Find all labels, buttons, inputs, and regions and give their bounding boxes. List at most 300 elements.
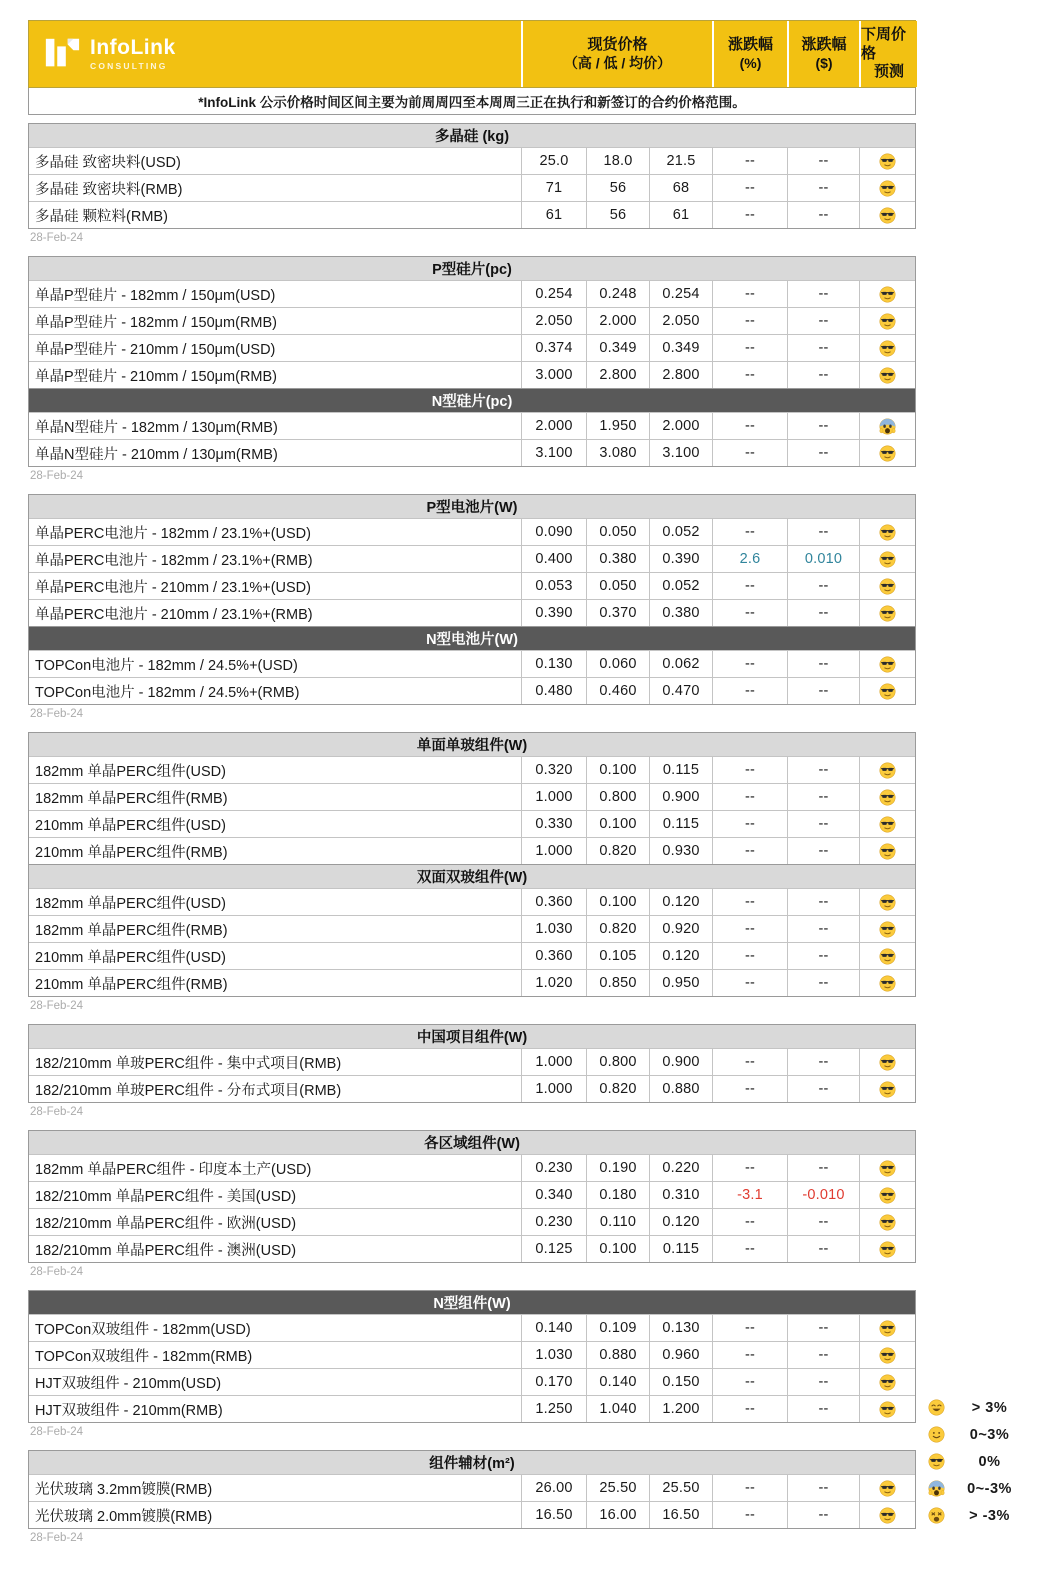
section-date: 28-Feb-24 — [30, 1266, 84, 1278]
price-low: 0.100 — [586, 811, 649, 837]
table-row — [29, 572, 915, 599]
change-usd-label: 涨跌幅 — [801, 35, 847, 53]
sunglasses-face-icon — [879, 207, 896, 224]
section-light — [28, 1024, 916, 1103]
table-row — [29, 915, 915, 942]
change-usd: -- — [787, 970, 859, 996]
change-pct: -- — [712, 943, 787, 969]
section-date: 28-Feb-24 — [30, 1532, 84, 1544]
price-low: 0.180 — [586, 1182, 649, 1208]
sunglasses-face-icon — [879, 656, 896, 673]
table-row — [29, 361, 915, 388]
price-avg: 0.900 — [649, 1049, 712, 1075]
forecast-cell — [859, 148, 915, 174]
price-avg: 0.900 — [649, 784, 712, 810]
price-high: 2.000 — [521, 413, 586, 439]
change-pct: -- — [712, 757, 787, 783]
product-name: 182/210mm 单玻PERC组件 - 集中式项目(RMB) — [35, 1055, 342, 1072]
price-low: 18.0 — [586, 148, 649, 174]
table-row — [29, 969, 915, 996]
sunglasses-face-icon — [879, 524, 896, 541]
change-usd: -- — [787, 600, 859, 626]
change-usd: -- — [787, 1396, 859, 1422]
sunglasses-face-icon — [879, 605, 896, 622]
sunglasses-face-icon — [879, 843, 896, 860]
forecast-cell — [859, 757, 915, 783]
table-row — [29, 677, 915, 704]
change-usd: -- — [787, 281, 859, 307]
legend-item — [922, 1421, 1034, 1448]
change-usd: -- — [787, 678, 859, 704]
change-pct: -- — [712, 1236, 787, 1262]
forecast-cell — [859, 1369, 915, 1395]
forecast-cell — [859, 1076, 915, 1102]
forecast-sublabel: 预测 — [873, 63, 904, 81]
product-name: 182mm 单晶PERC组件(USD) — [35, 895, 226, 912]
change-usd: -- — [787, 811, 859, 837]
price-high: 1.250 — [521, 1396, 586, 1422]
change-usd: -- — [787, 335, 859, 361]
price-low: 0.460 — [586, 678, 649, 704]
price-low: 0.109 — [586, 1315, 649, 1341]
change-pct: -- — [712, 1342, 787, 1368]
product-name: TOPCon双玻组件 - 182mm(RMB) — [35, 1348, 253, 1365]
table-row — [29, 147, 915, 174]
forecast-cell — [859, 1209, 915, 1235]
price-high: 0.230 — [521, 1155, 586, 1181]
legend-label: 0% — [978, 1453, 1001, 1470]
table-row — [29, 888, 915, 915]
change-pct: -- — [712, 1502, 787, 1528]
price-high: 0.053 — [521, 573, 586, 599]
col-header-forecast — [859, 21, 917, 87]
price-avg: 2.800 — [649, 362, 712, 388]
section-header: 中国项目组件(W) — [29, 1025, 915, 1048]
forecast-label: 下周价格 — [861, 25, 907, 62]
forecast-cell — [859, 546, 915, 572]
forecast-cell — [859, 889, 915, 915]
change-pct: -- — [712, 1155, 787, 1181]
sunglasses-face-icon — [879, 1160, 896, 1177]
forecast-cell — [859, 1502, 915, 1528]
legend-label: > -3% — [969, 1507, 1010, 1524]
change-usd: 0.010 — [787, 546, 859, 572]
price-low: 0.880 — [586, 1342, 649, 1368]
scream-face-icon — [928, 1480, 945, 1497]
change-pct: -- — [712, 281, 787, 307]
price-low: 0.800 — [586, 1049, 649, 1075]
change-pct: -- — [712, 651, 787, 677]
price-avg: 1.200 — [649, 1396, 712, 1422]
change-pct: -- — [712, 440, 787, 466]
wail-face-icon — [928, 1507, 945, 1524]
price-avg: 21.5 — [649, 148, 712, 174]
forecast-cell — [859, 1342, 915, 1368]
change-usd: -0.010 — [787, 1182, 859, 1208]
change-usd: -- — [787, 1076, 859, 1102]
change-usd: -- — [787, 362, 859, 388]
price-low: 0.140 — [586, 1369, 649, 1395]
price-low: 0.820 — [586, 916, 649, 942]
product-name: 单晶PERC电池片 - 210mm / 23.1%+(USD) — [35, 579, 311, 596]
price-high: 0.360 — [521, 889, 586, 915]
change-usd: -- — [787, 1342, 859, 1368]
forecast-cell — [859, 943, 915, 969]
product-name: 182/210mm 单玻PERC组件 - 分布式项目(RMB) — [35, 1082, 342, 1099]
sunglasses-face-icon — [879, 367, 896, 384]
price-high: 3.000 — [521, 362, 586, 388]
sunglasses-face-icon — [879, 1347, 896, 1364]
forecast-legend — [922, 1394, 1034, 1529]
price-high: 26.00 — [521, 1475, 586, 1501]
product-name: HJT双玻组件 - 210mm(RMB) — [35, 1402, 223, 1419]
forecast-cell — [859, 1182, 915, 1208]
change-usd: -- — [787, 175, 859, 201]
price-low: 0.380 — [586, 546, 649, 572]
price-high: 1.000 — [521, 1076, 586, 1102]
product-name: 182mm 单晶PERC组件(USD) — [35, 763, 226, 780]
product-name: 210mm 单晶PERC组件(RMB) — [35, 976, 228, 993]
section-header: 各区域组件(W) — [29, 1131, 915, 1154]
price-low: 25.50 — [586, 1475, 649, 1501]
product-name: 182mm 单晶PERC组件 - 印度本土产(USD) — [35, 1161, 312, 1178]
sunglasses-face-icon — [879, 894, 896, 911]
scream-face-icon — [879, 418, 896, 435]
change-pct: -- — [712, 916, 787, 942]
forecast-cell — [859, 784, 915, 810]
price-avg: 3.100 — [649, 440, 712, 466]
brand-cell — [29, 21, 521, 87]
price-low: 1.950 — [586, 413, 649, 439]
product-name: TOPCon双玻组件 - 182mm(USD) — [35, 1321, 251, 1338]
product-name: 单晶PERC电池片 - 210mm / 23.1%+(RMB) — [35, 606, 313, 623]
forecast-cell — [859, 308, 915, 334]
spot-price-label: 现货价格 — [587, 35, 648, 53]
legend-item — [922, 1502, 1034, 1529]
price-low: 0.050 — [586, 519, 649, 545]
table-row — [29, 1341, 915, 1368]
section-group — [28, 1130, 916, 1282]
price-avg: 0.220 — [649, 1155, 712, 1181]
change-pct: -- — [712, 1315, 787, 1341]
sunglasses-face-icon — [879, 683, 896, 700]
price-low: 3.080 — [586, 440, 649, 466]
price-note — [28, 88, 916, 115]
price-low: 0.820 — [586, 838, 649, 864]
sunglasses-face-icon — [879, 789, 896, 806]
price-avg: 2.000 — [649, 413, 712, 439]
sunglasses-face-icon — [879, 1374, 896, 1391]
sunglasses-face-icon — [879, 1507, 896, 1524]
product-name: TOPCon电池片 - 182mm / 24.5%+(RMB) — [35, 684, 300, 701]
section-header: 单面单玻组件(W) — [29, 733, 915, 756]
price-avg: 0.960 — [649, 1342, 712, 1368]
section-header: 组件辅材(m²) — [29, 1451, 915, 1474]
section-date: 28-Feb-24 — [30, 708, 84, 720]
change-pct: -- — [712, 573, 787, 599]
table-row — [29, 1314, 915, 1341]
product-name: 单晶N型硅片 - 182mm / 130μm(RMB) — [35, 419, 278, 436]
table-row — [29, 1368, 915, 1395]
section-date: 28-Feb-24 — [30, 1106, 84, 1118]
change-usd: -- — [787, 916, 859, 942]
change-pct: -- — [712, 1369, 787, 1395]
price-note-text: *InfoLink 公示价格时间区间主要为前周周四至本周周三正在执行和新签订的合约价格范围。 — [198, 95, 746, 110]
forecast-cell — [859, 970, 915, 996]
forecast-cell — [859, 916, 915, 942]
change-pct: -- — [712, 889, 787, 915]
price-high: 1.030 — [521, 1342, 586, 1368]
product-name: 多晶硅 致密块料(USD) — [35, 154, 181, 171]
change-usd-unit: ($) — [815, 54, 833, 71]
change-usd: -- — [787, 1475, 859, 1501]
forecast-cell — [859, 573, 915, 599]
change-pct-unit: (%) — [739, 54, 762, 71]
forecast-cell — [859, 1236, 915, 1262]
change-pct: -- — [712, 970, 787, 996]
section-group — [28, 123, 916, 248]
smile-face-icon — [928, 1426, 945, 1443]
table-row — [29, 1501, 915, 1528]
price-avg: 0.130 — [649, 1315, 712, 1341]
price-high: 71 — [521, 175, 586, 201]
legend-item — [922, 1448, 1034, 1475]
product-name: 单晶PERC电池片 - 182mm / 23.1%+(RMB) — [35, 552, 313, 569]
change-usd: -- — [787, 1236, 859, 1262]
brand-subtitle: CONSULTING — [90, 60, 168, 71]
section-light — [28, 732, 916, 865]
product-name: 光伏玻璃 2.0mm镀膜(RMB) — [35, 1508, 213, 1525]
sunglasses-face-icon — [879, 1081, 896, 1098]
price-avg: 0.115 — [649, 811, 712, 837]
price-low: 56 — [586, 175, 649, 201]
section-light — [28, 123, 916, 229]
sunglasses-face-icon — [879, 1241, 896, 1258]
change-usd: -- — [787, 1502, 859, 1528]
table-header-band — [28, 20, 916, 88]
price-low: 0.100 — [586, 889, 649, 915]
legend-label: 0~3% — [969, 1426, 1010, 1443]
table-row — [29, 599, 915, 626]
sunglasses-face-icon — [879, 578, 896, 595]
forecast-cell — [859, 1155, 915, 1181]
product-name: 多晶硅 致密块料(RMB) — [35, 181, 183, 198]
price-high: 0.320 — [521, 757, 586, 783]
brand-name: InfoLink — [90, 35, 176, 59]
table-row — [29, 1208, 915, 1235]
price-high: 0.340 — [521, 1182, 586, 1208]
change-usd: -- — [787, 202, 859, 228]
price-avg: 61 — [649, 202, 712, 228]
price-high: 0.090 — [521, 519, 586, 545]
price-high: 2.050 — [521, 308, 586, 334]
price-low: 0.050 — [586, 573, 649, 599]
change-pct-label: 涨跌幅 — [727, 35, 773, 53]
change-usd: -- — [787, 943, 859, 969]
section-light — [28, 1130, 916, 1263]
table-row — [29, 307, 915, 334]
table-row — [29, 518, 915, 545]
table-row — [29, 1474, 915, 1501]
table-row — [29, 810, 915, 837]
price-avg: 0.380 — [649, 600, 712, 626]
forecast-cell — [859, 202, 915, 228]
section-light — [28, 1450, 916, 1529]
price-high: 3.100 — [521, 440, 586, 466]
change-usd: -- — [787, 519, 859, 545]
sunglasses-face-icon — [879, 445, 896, 462]
change-pct: -- — [712, 600, 787, 626]
price-avg: 0.349 — [649, 335, 712, 361]
price-low: 16.00 — [586, 1502, 649, 1528]
forecast-cell — [859, 811, 915, 837]
price-high: 0.254 — [521, 281, 586, 307]
price-low: 2.000 — [586, 308, 649, 334]
sunglasses-face-icon — [879, 762, 896, 779]
price-avg: 0.052 — [649, 519, 712, 545]
product-name: HJT双玻组件 - 210mm(USD) — [35, 1375, 222, 1392]
table-row — [29, 412, 915, 439]
price-avg: 25.50 — [649, 1475, 712, 1501]
change-usd: -- — [787, 1155, 859, 1181]
price-avg: 0.930 — [649, 838, 712, 864]
sunglasses-face-icon — [879, 975, 896, 992]
sunglasses-face-icon — [928, 1453, 945, 1470]
change-usd: -- — [787, 889, 859, 915]
change-pct: -- — [712, 1475, 787, 1501]
legend-item — [922, 1475, 1034, 1502]
price-avg: 0.115 — [649, 757, 712, 783]
sunglasses-face-icon — [879, 1054, 896, 1071]
price-low: 0.370 — [586, 600, 649, 626]
price-high: 1.000 — [521, 838, 586, 864]
price-high: 1.000 — [521, 1049, 586, 1075]
section-dark — [28, 389, 916, 467]
sunglasses-face-icon — [879, 1401, 896, 1418]
forecast-cell — [859, 362, 915, 388]
forecast-cell — [859, 413, 915, 439]
change-pct: -- — [712, 519, 787, 545]
change-usd: -- — [787, 1049, 859, 1075]
change-pct: -- — [712, 1076, 787, 1102]
legend-label: > 3% — [971, 1399, 1008, 1416]
price-low: 0.850 — [586, 970, 649, 996]
price-avg: 0.310 — [649, 1182, 712, 1208]
table-row — [29, 1075, 915, 1102]
product-name: 182/210mm 单晶PERC组件 - 欧洲(USD) — [35, 1215, 297, 1232]
forecast-cell — [859, 1315, 915, 1341]
change-pct: -- — [712, 678, 787, 704]
product-name: 光伏玻璃 3.2mm镀膜(RMB) — [35, 1481, 213, 1498]
change-usd: -- — [787, 413, 859, 439]
legend-label: 0~-3% — [967, 1480, 1012, 1497]
price-low: 0.060 — [586, 651, 649, 677]
section-group — [28, 732, 916, 1016]
infolink-logo — [29, 35, 176, 73]
table-row — [29, 1235, 915, 1262]
price-low: 0.100 — [586, 1236, 649, 1262]
change-pct: -- — [712, 784, 787, 810]
forecast-cell — [859, 281, 915, 307]
change-pct: -- — [712, 1396, 787, 1422]
product-name: 210mm 单晶PERC组件(RMB) — [35, 844, 228, 861]
forecast-cell — [859, 651, 915, 677]
col-header-change-usd — [787, 21, 859, 87]
sunglasses-face-icon — [879, 921, 896, 938]
product-name: 182/210mm 单晶PERC组件 - 美国(USD) — [35, 1188, 297, 1205]
section-group — [28, 256, 916, 486]
forecast-cell — [859, 175, 915, 201]
forecast-cell — [859, 1396, 915, 1422]
section-dark — [28, 627, 916, 705]
section-header: 多晶硅 (kg) — [29, 124, 915, 147]
section-date: 28-Feb-24 — [30, 232, 84, 244]
price-avg: 0.115 — [649, 1236, 712, 1262]
table-row — [29, 756, 915, 783]
product-name: 210mm 单晶PERC组件(USD) — [35, 817, 226, 834]
col-header-spot-price — [521, 21, 712, 87]
price-high: 61 — [521, 202, 586, 228]
price-avg: 0.920 — [649, 916, 712, 942]
grin-face-icon — [928, 1399, 945, 1416]
change-usd: -- — [787, 757, 859, 783]
forecast-cell — [859, 678, 915, 704]
forecast-cell — [859, 1475, 915, 1501]
change-usd: -- — [787, 148, 859, 174]
price-high: 0.130 — [521, 651, 586, 677]
table-row — [29, 942, 915, 969]
product-name: 单晶P型硅片 - 182mm / 150μm(RMB) — [35, 314, 277, 331]
sunglasses-face-icon — [879, 286, 896, 303]
sunglasses-face-icon — [879, 153, 896, 170]
change-usd: -- — [787, 651, 859, 677]
forecast-cell — [859, 600, 915, 626]
forecast-cell — [859, 519, 915, 545]
price-low: 0.190 — [586, 1155, 649, 1181]
change-usd: -- — [787, 573, 859, 599]
change-usd: -- — [787, 308, 859, 334]
sections-container — [28, 123, 916, 1548]
table-row — [29, 1395, 915, 1422]
table-row — [29, 837, 915, 864]
product-name: 210mm 单晶PERC组件(USD) — [35, 949, 226, 966]
price-low: 0.100 — [586, 757, 649, 783]
table-row — [29, 1154, 915, 1181]
change-pct: -- — [712, 362, 787, 388]
change-pct: -- — [712, 811, 787, 837]
change-pct: -- — [712, 1049, 787, 1075]
price-high: 0.360 — [521, 943, 586, 969]
price-high: 1.020 — [521, 970, 586, 996]
price-avg: 16.50 — [649, 1502, 712, 1528]
change-pct: -- — [712, 148, 787, 174]
price-low: 0.349 — [586, 335, 649, 361]
change-pct: -- — [712, 335, 787, 361]
product-name: 单晶P型硅片 - 182mm / 150μm(USD) — [35, 287, 276, 304]
change-pct: -- — [712, 308, 787, 334]
forecast-cell — [859, 335, 915, 361]
price-low: 1.040 — [586, 1396, 649, 1422]
price-low: 0.105 — [586, 943, 649, 969]
section-header: P型电池片(W) — [29, 495, 915, 518]
sunglasses-face-icon — [879, 1480, 896, 1497]
section-light — [28, 494, 916, 627]
price-high: 0.125 — [521, 1236, 586, 1262]
price-high: 25.0 — [521, 148, 586, 174]
price-high: 1.000 — [521, 784, 586, 810]
product-name: 182mm 单晶PERC组件(RMB) — [35, 790, 228, 807]
section-header: P型硅片(pc) — [29, 257, 915, 280]
